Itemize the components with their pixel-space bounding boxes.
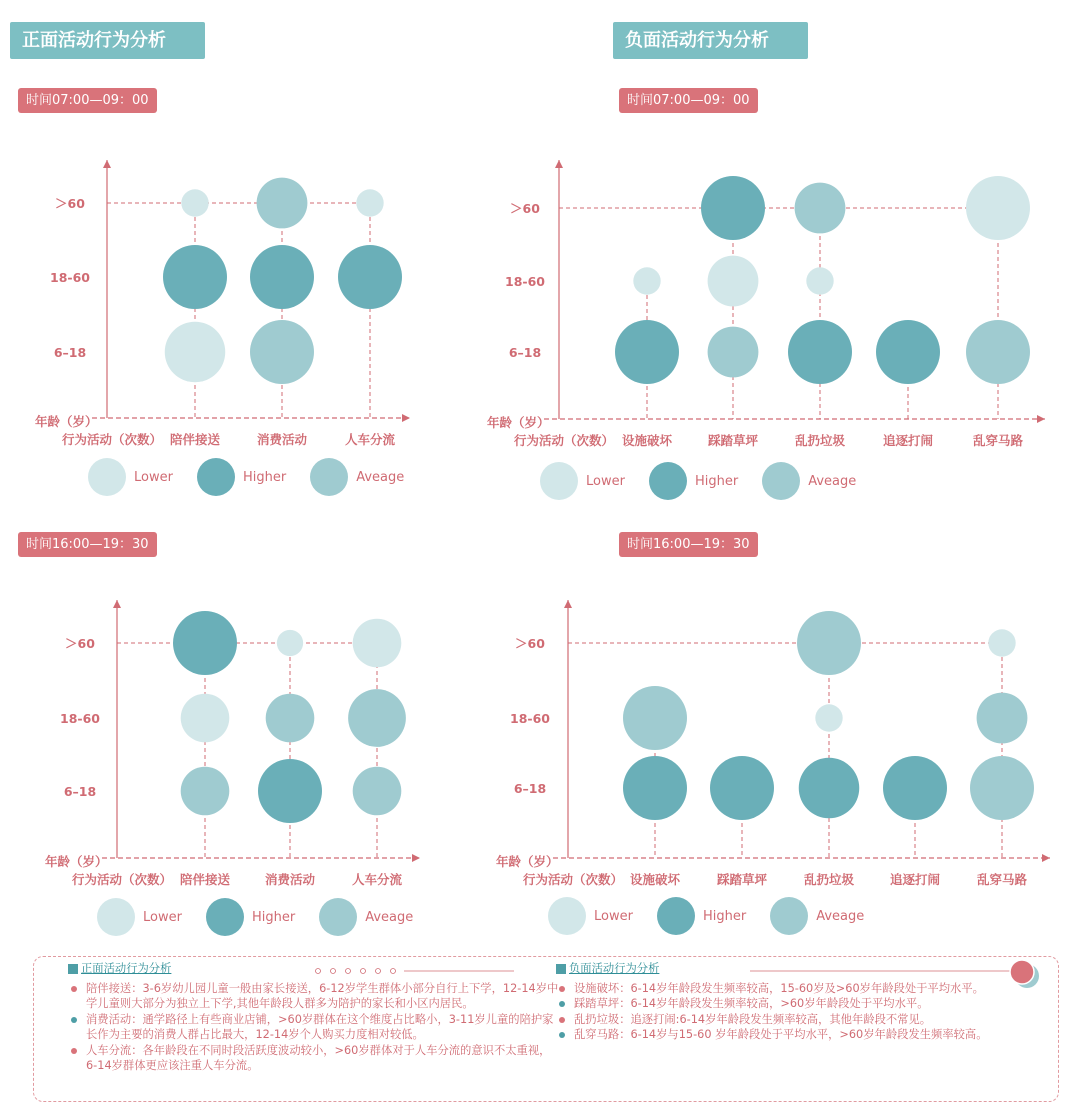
bubble-average bbox=[797, 611, 861, 675]
legend-lower-label: Lower bbox=[143, 909, 182, 925]
legend-average-swatch bbox=[762, 462, 800, 500]
bubble-lower bbox=[165, 322, 226, 383]
bullet-icon bbox=[559, 1001, 565, 1007]
legend-higher bbox=[206, 898, 295, 936]
bubble-lower bbox=[353, 619, 402, 668]
x-axis-title: 行为活动（次数） bbox=[72, 872, 173, 887]
bullet-icon bbox=[71, 1048, 77, 1054]
bubble-higher bbox=[173, 611, 237, 675]
x-axis-arrow-icon bbox=[1042, 854, 1050, 862]
y-tick-label: 18-60 bbox=[60, 711, 100, 726]
legend-higher-label: Higher bbox=[702, 908, 747, 924]
x-tick-label: 设施破坏 bbox=[629, 872, 681, 887]
legend-lower-swatch bbox=[97, 898, 135, 936]
bubble-higher bbox=[701, 176, 765, 240]
y-axis-title: 年龄（岁） bbox=[487, 415, 550, 430]
decorative-circles-icon bbox=[1008, 959, 1044, 991]
bubble-average bbox=[181, 767, 230, 816]
y-axis-title: 年龄（岁） bbox=[496, 854, 559, 869]
note-item bbox=[68, 981, 560, 1012]
x-tick-label: 乱扔垃圾 bbox=[803, 872, 855, 887]
x-tick-label: 消费活动 bbox=[256, 432, 308, 447]
x-axis-arrow-icon bbox=[1037, 415, 1045, 423]
bubble-lower bbox=[633, 267, 660, 294]
note-text: 乱穿马路：6-14岁与15-60 岁年龄段处于平均水平，>60岁年龄段发生频率较高。 bbox=[574, 1028, 988, 1041]
bullet-icon bbox=[559, 1032, 565, 1038]
legend-higher-swatch bbox=[657, 897, 695, 935]
bubble-higher bbox=[710, 756, 774, 820]
legend-lower-swatch bbox=[88, 458, 126, 496]
y-axis-arrow-icon bbox=[564, 600, 572, 608]
legend-average-label: Aveage bbox=[808, 473, 857, 489]
bubble-average bbox=[250, 320, 314, 384]
x-tick-label: 追逐打闹 bbox=[889, 872, 941, 887]
bullet-icon bbox=[559, 986, 565, 992]
y-tick-label: 6–18 bbox=[53, 345, 87, 360]
legend-average-label: Aveage bbox=[365, 909, 414, 925]
note-text: 踩踏草坪：6-14岁年龄段发生频率较高，>60岁年龄段处于平均水平。 bbox=[574, 997, 929, 1010]
bubble-higher bbox=[258, 759, 322, 823]
note-text: 人车分流：各年龄段在不同时段活跃度波动较小，>60岁群体对于人车分流的意识不太重视，6-14岁群体更应该注重人车分流。 bbox=[86, 1043, 551, 1072]
note-item bbox=[556, 1027, 1046, 1043]
legend-lower-label: Lower bbox=[586, 473, 625, 489]
note-text: 消费活动：通学路径上有些商业店铺，>60岁群体在这个维度占比略小，3-11岁儿童的陪护家长作为主要的消费人群占比最大，12-14岁个人购买力度相对较低。 bbox=[86, 1012, 554, 1041]
x-tick-label: 设施破坏 bbox=[621, 433, 673, 448]
y-tick-label: ＞60 bbox=[65, 636, 95, 651]
legend-lower bbox=[540, 462, 625, 500]
square-icon bbox=[68, 964, 78, 974]
legend-positive-evening bbox=[97, 898, 437, 936]
bubble-lower bbox=[966, 176, 1030, 240]
x-axis-title: 行为活动（次数） bbox=[62, 432, 163, 447]
note-text: 设施破坏：6-14岁年龄段发生频率较高，15-60岁及>60岁年龄段处于平均水平。 bbox=[574, 981, 984, 995]
y-axis-arrow-icon bbox=[103, 160, 111, 168]
note-item bbox=[68, 1043, 560, 1074]
bubble-lower bbox=[708, 256, 759, 307]
y-tick-label: ＞60 bbox=[515, 636, 545, 651]
bubble-average bbox=[266, 694, 315, 743]
note-text: 乱扔垃圾：追逐打闹:6-14岁年龄段发生频率较高，其他年龄段不常见。 bbox=[574, 1012, 932, 1026]
legend-negative-morning bbox=[540, 462, 880, 500]
bubble-average bbox=[977, 693, 1028, 744]
legend-average-swatch bbox=[770, 897, 808, 935]
bubble-chart-negative-morning bbox=[480, 150, 1080, 450]
decorative-line bbox=[750, 965, 1020, 977]
x-tick-label: 人车分流 bbox=[344, 432, 396, 447]
bubble-higher bbox=[338, 245, 402, 309]
bullet-icon bbox=[71, 1017, 77, 1023]
bubble-average bbox=[795, 183, 846, 234]
note-item bbox=[556, 981, 1046, 997]
bubble-higher bbox=[799, 758, 860, 819]
time-tag-morning-positive: 时间07:00—09：00 bbox=[18, 88, 157, 113]
legend-lower-swatch bbox=[540, 462, 578, 500]
time-tag-evening-positive: 时间16:00—19：30 bbox=[18, 532, 157, 557]
legend-lower bbox=[97, 898, 182, 936]
legend-higher bbox=[649, 462, 738, 500]
bullet-icon bbox=[559, 1017, 565, 1023]
bubble-average bbox=[966, 320, 1030, 384]
bubble-higher bbox=[163, 245, 227, 309]
positive-notes-title-text: 正面活动行为分析 bbox=[81, 962, 172, 975]
bubble-lower bbox=[356, 189, 383, 216]
bubble-average bbox=[708, 327, 759, 378]
legend-positive-morning bbox=[88, 458, 428, 496]
bubble-lower bbox=[988, 629, 1015, 656]
bubble-higher bbox=[876, 320, 940, 384]
x-tick-label: 陪伴接送 bbox=[179, 872, 231, 887]
legend-higher-swatch bbox=[197, 458, 235, 496]
positive-notes bbox=[68, 961, 560, 1074]
legend-higher-label: Higher bbox=[242, 469, 287, 485]
y-tick-label: 6–18 bbox=[513, 781, 547, 796]
y-axis-arrow-icon bbox=[555, 160, 563, 168]
bubble-higher bbox=[883, 756, 947, 820]
time-tag-evening-negative: 时间16:00—19：30 bbox=[619, 532, 758, 557]
x-tick-label: 乱扔垃圾 bbox=[794, 433, 846, 448]
bullet-icon bbox=[71, 986, 77, 992]
bubble-average bbox=[353, 767, 402, 816]
bubble-lower bbox=[806, 267, 833, 294]
note-item bbox=[556, 996, 1046, 1012]
bubble-higher bbox=[788, 320, 852, 384]
legend-higher-label: Higher bbox=[694, 473, 739, 489]
y-axis-title: 年龄（岁） bbox=[45, 854, 108, 869]
x-axis-title: 行为活动（次数） bbox=[523, 872, 624, 887]
y-axis-arrow-icon bbox=[113, 600, 121, 608]
x-axis-arrow-icon bbox=[402, 414, 410, 422]
bubble-average bbox=[623, 686, 687, 750]
analysis-notes-panel bbox=[33, 956, 1059, 1102]
time-tag-morning-negative: 时间07:00—09：00 bbox=[619, 88, 758, 113]
bubble-average bbox=[348, 689, 406, 747]
square-icon bbox=[556, 964, 566, 974]
legend-average-label: Aveage bbox=[816, 908, 865, 924]
y-tick-label: 18-60 bbox=[505, 274, 545, 289]
decorative-dots bbox=[314, 965, 514, 977]
x-tick-label: 乱穿马路 bbox=[976, 872, 1028, 887]
x-tick-label: 乱穿马路 bbox=[972, 433, 1024, 448]
legend-lower bbox=[548, 897, 633, 935]
legend-average-label: Aveage bbox=[356, 469, 405, 485]
legend-higher bbox=[657, 897, 746, 935]
x-tick-label: 消费活动 bbox=[264, 872, 316, 887]
legend-average bbox=[319, 898, 413, 936]
note-item bbox=[556, 1012, 1046, 1028]
y-tick-label: ＞60 bbox=[510, 201, 540, 216]
legend-average-swatch bbox=[310, 458, 348, 496]
positive-section-header: 正面活动行为分析 bbox=[10, 22, 205, 59]
legend-average bbox=[762, 462, 856, 500]
bubble-higher bbox=[615, 320, 679, 384]
bubble-chart-negative-evening bbox=[480, 590, 1080, 890]
legend-average-swatch bbox=[319, 898, 357, 936]
legend-lower-swatch bbox=[548, 897, 586, 935]
x-tick-label: 踩踏草坪 bbox=[716, 872, 768, 887]
note-text: 陪伴接送：3-6岁幼儿园儿童一般由家长接送，6-12岁学生群体小部分自行上下学，12-14岁中学儿童则大部分为独立上下学,其他年龄段人群多为陪护的家长和小区内居民。 bbox=[86, 981, 559, 1010]
y-tick-label: 6–18 bbox=[63, 784, 97, 799]
x-axis-arrow-icon bbox=[412, 854, 420, 862]
bubble-average bbox=[257, 178, 308, 229]
legend-higher-label: Higher bbox=[251, 909, 296, 925]
y-axis-title: 年龄（岁） bbox=[35, 414, 98, 429]
y-tick-label: 6–18 bbox=[508, 345, 542, 360]
note-item bbox=[68, 1012, 560, 1043]
x-tick-label: 人车分流 bbox=[351, 872, 403, 887]
x-axis-title: 行为活动（次数） bbox=[514, 433, 615, 448]
legend-lower bbox=[88, 458, 173, 496]
x-tick-label: 追逐打闹 bbox=[882, 433, 934, 448]
negative-notes-title-text: 负面活动行为分析 bbox=[569, 962, 660, 975]
y-tick-label: 18-60 bbox=[510, 711, 550, 726]
bubble-chart-positive-morning bbox=[0, 150, 540, 450]
bubble-higher bbox=[250, 245, 314, 309]
legend-higher-swatch bbox=[206, 898, 244, 936]
x-tick-label: 踩踏草坪 bbox=[707, 433, 759, 448]
bubble-average bbox=[970, 756, 1034, 820]
bubble-chart-positive-evening bbox=[0, 590, 540, 890]
y-tick-label: ＞60 bbox=[55, 196, 85, 211]
bubble-lower bbox=[815, 704, 842, 731]
legend-lower-label: Lower bbox=[594, 908, 633, 924]
legend-average bbox=[310, 458, 404, 496]
bubble-higher bbox=[623, 756, 687, 820]
negative-section-header: 负面活动行为分析 bbox=[613, 22, 808, 59]
legend-higher bbox=[197, 458, 286, 496]
legend-higher-swatch bbox=[649, 462, 687, 500]
y-tick-label: 18-60 bbox=[50, 270, 90, 285]
x-tick-label: 陪伴接送 bbox=[169, 432, 221, 447]
legend-lower-label: Lower bbox=[134, 469, 173, 485]
bubble-lower bbox=[181, 694, 230, 743]
legend-negative-evening bbox=[548, 897, 888, 935]
bubble-lower bbox=[277, 630, 303, 656]
bubble-lower bbox=[181, 189, 208, 216]
legend-average bbox=[770, 897, 864, 935]
